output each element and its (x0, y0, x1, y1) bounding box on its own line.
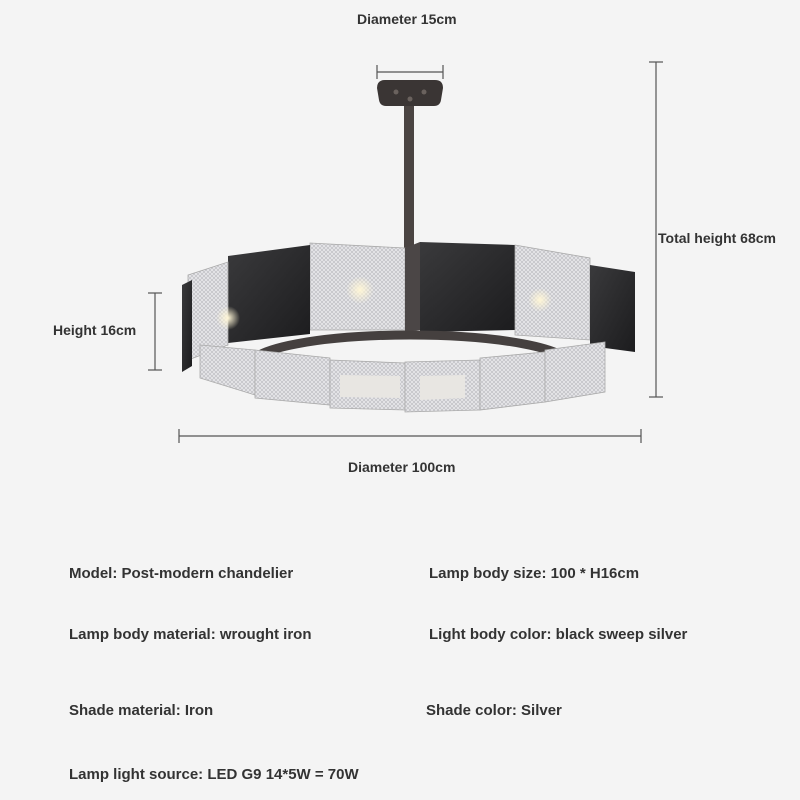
spec-light-source: Lamp light source: LED G9 14*5W = 70W (69, 766, 359, 783)
spec-model: Model: Post-modern chandelier (69, 565, 294, 582)
spec-lamp-body-size: Lamp body size: 100 * H16cm (429, 565, 640, 582)
spec-light-body-color: Light body color: black sweep silver (429, 626, 688, 643)
front-shades (200, 342, 605, 412)
canopy (377, 80, 443, 106)
spec-lamp-body-material: Lamp body material: wrought iron (69, 626, 312, 643)
total-height-label: Total height 68cm (658, 230, 776, 246)
spec-shade-material: Shade material: Iron (69, 702, 214, 719)
height-label: Height 16cm (53, 322, 137, 338)
suspension-rod (404, 106, 414, 256)
diameter-label: Diameter 100cm (348, 459, 456, 475)
spec-shade-color: Shade color: Silver (426, 702, 562, 719)
top-diameter-label: Diameter 15cm (357, 11, 457, 27)
